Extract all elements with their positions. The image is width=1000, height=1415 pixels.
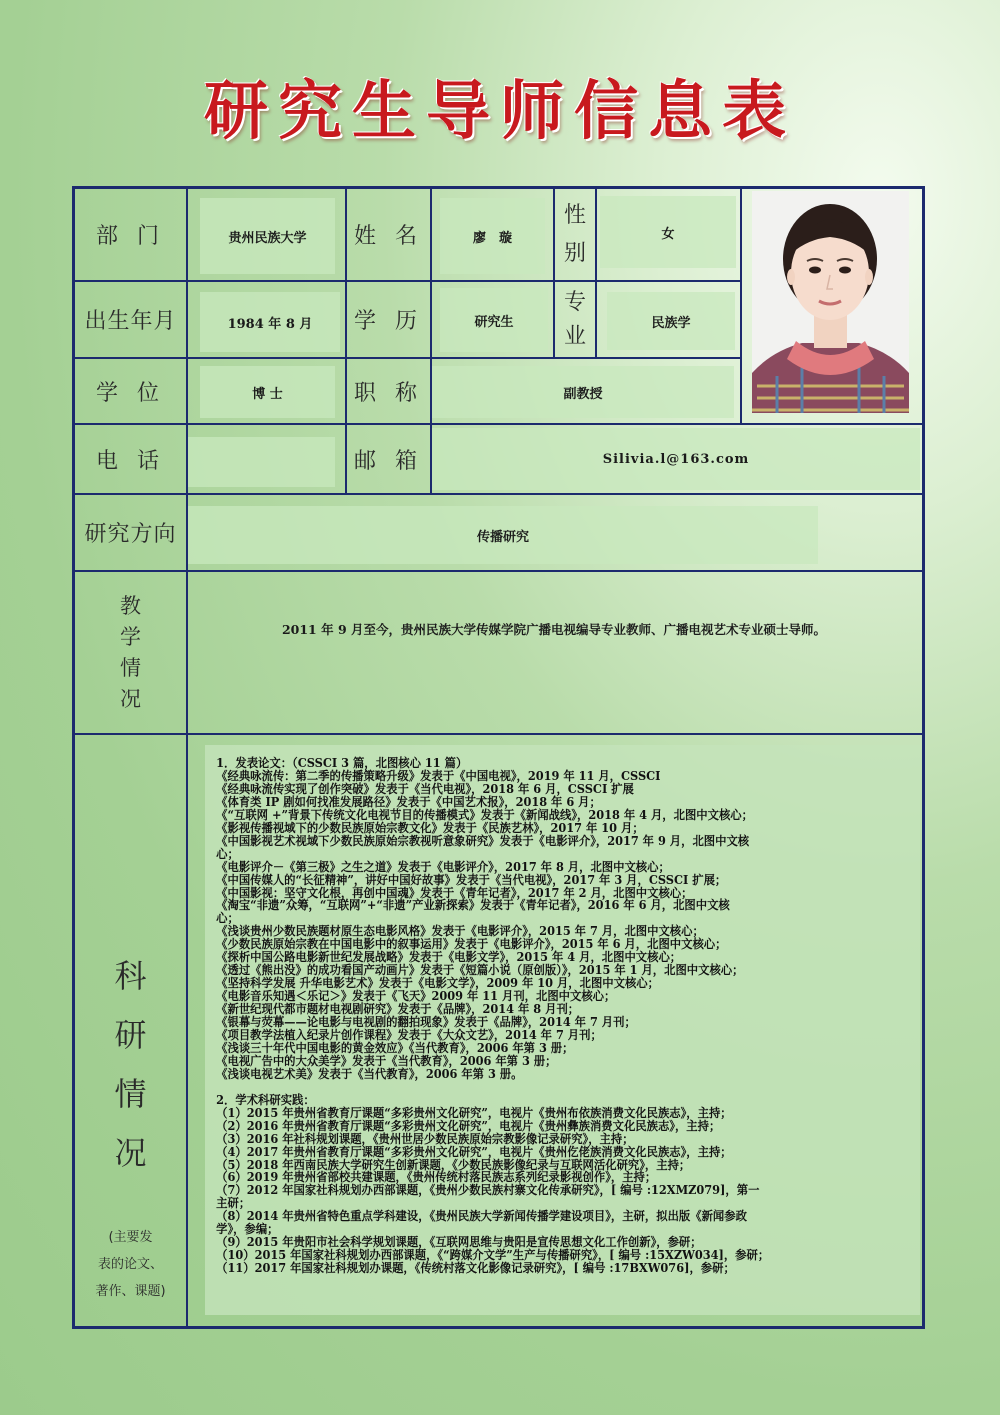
publication-line: 《中国传媒人的“长征精神”，讲好中国好故事》发表于《当代电视》，2017 年 3 月，CSSCI 扩展； (216, 872, 727, 887)
publication-line: 《影视传播视域下的少数民族原始宗教文化》发表于《民族艺林》，2017 年 10 月； (216, 820, 644, 835)
publication-line: （3）2016 年社科规划课题，《贵州世居少数民族原始宗教影像记录研究》，主持； (216, 1131, 634, 1146)
publication-line: 《中国影视艺术视域下少数民族原始宗教视听意象研究》发表于《电影评介》，2017 年 9 月，北图中文核 (216, 833, 750, 848)
research-work-label-char: 况 (114, 1134, 147, 1172)
title-value: 副教授 (432, 366, 734, 418)
gender-label-char: 性 (563, 202, 586, 228)
publication-line: 心； (216, 846, 239, 861)
teaching-label (75, 572, 186, 733)
publication-line: （1）2015 年贵州省教育厅课题“多彩贵州文化研究”，电视片《贵州布依族消费文化民族志》，主持； (216, 1105, 732, 1120)
publication-line: （10）2015 年国家社科规划办西部课题，《“跨媒介文学”生产与传播研究》，[ 编号 :15XZW034]，参研； (216, 1248, 770, 1263)
publication-line: 《探析中国公路电影新世纪发展战略》发表于《电影文学》，2015 年 4 月，北图中文核心； (216, 950, 682, 965)
publication-line: 《新世纪现代都市题材电视剧研究》发表于《品牌》，2014 年 8 月刊； (216, 1002, 580, 1017)
publication-line: 《透过《熊出没》的成功看国产动画片》发表于《短篇小说（原创版）》，2015 年 1 月，北图中文核心； (216, 963, 744, 978)
publication-line: （11）2017 年国家社科规划办课题，《传统村落文化影像记录研究》，[ 编号 :17BXW076]，参研； (216, 1261, 735, 1276)
research-value: 传播研究 (188, 506, 818, 564)
page-title: 研究生导师信息表 (204, 75, 796, 149)
publication-line: 心； (216, 911, 239, 926)
research-work-note (75, 1222, 186, 1306)
research-work-label (75, 945, 186, 1185)
teaching-label-char: 情 (120, 655, 141, 680)
publication-line: （6）2019 年贵州省部校共建课题，《贵州传统村落民族志系列纪录影视创作》，主持； (216, 1170, 657, 1185)
major-value: 民族学 (607, 292, 735, 350)
publication-line: 《电影音乐知遇＜乐记＞》发表于《飞天》2009 年 11 月刊，北图中文核心； (216, 989, 616, 1004)
research-work-label-char: 科 (114, 957, 147, 995)
publication-line: 《经典咏流传：第二季的传播策略升级》发表于《中国电视》，2019 年 11 月，CSSCI (216, 768, 661, 783)
col-divider (595, 186, 597, 359)
publication-line: （5）2018 年西南民族大学研究生创新课题，《少数民族影像纪录与互联网活化研究》，主持； (216, 1157, 691, 1172)
research-label: 研究方向 (84, 522, 177, 547)
education-label: 学 历 (354, 309, 423, 334)
note-line: (主要发 (108, 1229, 153, 1245)
publication-line: 《中国影视：坚守文化根，再创中国魂》发表于《青年记者》，2017 年 2 月，北图中文核心； (216, 885, 693, 900)
birth-value: 1984 年 8 月 (200, 292, 340, 352)
publication-line: （4）2017 年贵州省教育厅课题“多彩贵州文化研究”，电视片《贵州仡佬族消费文化民族志》，主持； (216, 1144, 732, 1159)
note-line: 表的论文、 (97, 1256, 163, 1272)
portrait-photo (752, 191, 909, 413)
row-divider (72, 733, 925, 735)
publication-line: 《电视广告中的大众美学》发表于《当代教育》，2006 年第 3 册； (216, 1053, 557, 1068)
research-work-label-char: 研 (114, 1016, 147, 1054)
row-divider (72, 570, 925, 572)
publication-line: 《体育类 IP 剧如何找准发展路径》发表于《中国艺术报》，2018 年 6 月； (216, 794, 601, 809)
publication-line: 学》，参编； (216, 1222, 279, 1237)
teaching-value: 2011 年 9 月至今，贵州民族大学传媒学院广播电视编导专业教师、广播电视艺术专业硕士导师。 (281, 622, 827, 637)
publication-line: 1．发表论文：（CSSCI 3 篇，北图核心 11 篇） (216, 756, 468, 770)
email-value: Silivia.l@163.com (432, 428, 920, 490)
publications-panel (205, 745, 920, 1315)
publication-line: （9）2015 年贵阳市社会科学规划课题，《互联网思维与贵阳是宣传思想文化工作创新》，参研； (216, 1235, 702, 1250)
major-label-char: 专 (563, 289, 586, 315)
col-divider (186, 186, 188, 1329)
publication-line: 《“互联网 +”背景下传统文化电视节目的传播模式》发表于《新闻战线》，2018 年 4 月，北图中文核心； (216, 807, 753, 822)
phone-label: 电 话 (96, 448, 165, 474)
publication-line: 《淘宝“非遗”众筹，“互联网”+“非遗”产业新探索》发表于《青年记者》，2016 年 6 月，北图中文核 (216, 898, 730, 913)
gender-value: 女 (600, 196, 736, 268)
col-divider (740, 186, 742, 425)
row-divider (72, 493, 925, 495)
publication-line: 《浅谈三十年代中国电影的黄金效应》《当代教育》，2006 年第 3 册； (216, 1040, 574, 1055)
degree-value: 博 士 (200, 366, 335, 418)
gender-label-char: 别 (563, 240, 586, 266)
publication-line: 《项目教学法植入纪录片创作课程》发表于《大众文艺》，2014 年 7 月刊； (216, 1028, 602, 1043)
dept-label: 部 门 (96, 224, 165, 249)
publication-line: 《电影评介－《第三极》之生之道》发表于《电影评介》，2017 年 8 月，北图中文核心； (216, 859, 670, 874)
title-label: 职 称 (354, 380, 423, 406)
education-value: 研究生 (440, 288, 548, 352)
teaching-label-char: 况 (120, 686, 141, 711)
teaching-label-char: 教 (120, 593, 141, 618)
publication-line: 《坚持科学发展 升华电影艺术》发表于《电影文学》，2009 年 10 月，北图中文核心； (216, 976, 659, 991)
teaching-label-char: 学 (120, 624, 141, 649)
dept-value: 贵州民族大学 (200, 198, 335, 274)
publication-line: 《浅谈电视艺术美》发表于《当代教育》，2006 年第 3 册。 (216, 1066, 523, 1081)
major-label (555, 282, 595, 357)
name-value: 廖 璇 (440, 198, 545, 274)
table-border-top (72, 186, 925, 189)
publication-line: （8）2014 年贵州省特色重点学科建设，《贵州民族大学新闻传播学建设项目》，主研，拟出版《新闻参政 (216, 1209, 747, 1224)
publication-line: （2）2016 年贵州省教育厅课题“多彩贵州文化研究”，电视片《贵州彝族消费文化民族志》，主持； (216, 1118, 721, 1133)
publication-line: 《银幕与荧幕——论电影与电视剧的翻拍现象》发表于《品牌》，2014 年 7 月刊； (216, 1015, 636, 1030)
table-border-bottom (72, 1326, 925, 1329)
publication-line: 《浅谈贵州少数民族题材原生态电影风格》发表于《电影评介》，2015 年 7 月，北图中文核心； (216, 924, 704, 939)
publication-line: 2．学术科研实践： (216, 1092, 315, 1107)
note-line: 著作、课题) (95, 1283, 166, 1299)
publication-line: 《少数民族原始宗教在中国电影中的叙事运用》发表于《电影评介》，2015 年 6 月，北图中文核心； (216, 937, 727, 952)
publication-line: 《经典咏流传实现了创作突破》发表于《当代电视》，2018 年 6 月，CSSCI 扩展 (216, 781, 634, 796)
portrait-illustration (752, 191, 909, 413)
research-work-label-char: 情 (114, 1075, 147, 1113)
publication-line: 主研； (216, 1196, 251, 1211)
table-border-right (922, 186, 925, 1329)
phone-value (188, 437, 335, 487)
name-label: 姓 名 (354, 224, 423, 249)
major-label-char: 业 (563, 323, 586, 349)
publication-line: （7）2012 年国家社科规划办西部课题，《贵州少数民族村寨文化传承研究》，[ 编号 :12XMZ079]，第一 (216, 1183, 760, 1198)
gender-label (555, 189, 595, 280)
row-divider (72, 423, 925, 425)
email-label: 邮 箱 (354, 448, 423, 474)
birth-label: 出生年月 (84, 309, 177, 334)
degree-label: 学 位 (96, 380, 165, 406)
